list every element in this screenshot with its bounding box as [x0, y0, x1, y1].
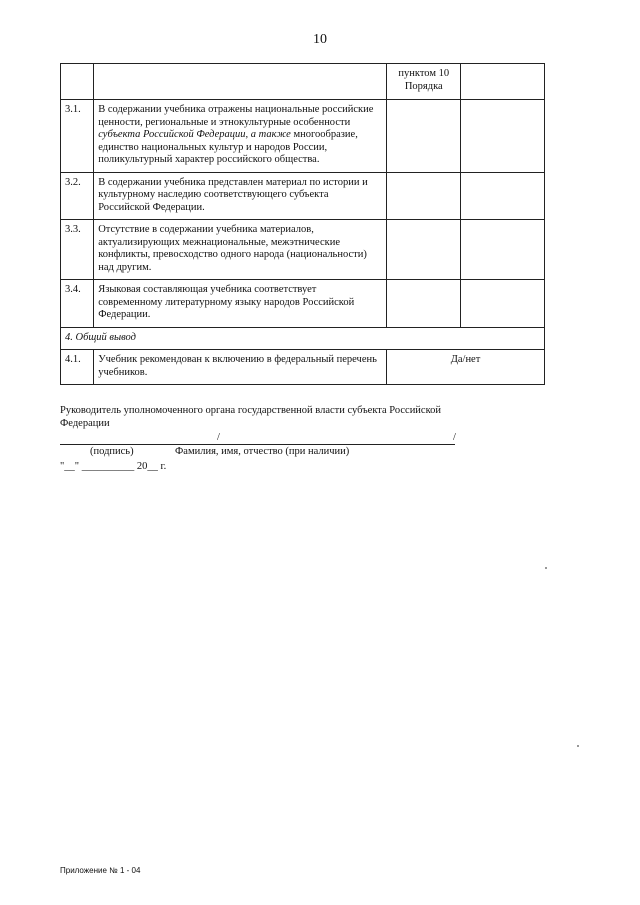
page-number: 10	[313, 32, 327, 47]
table-row	[61, 172, 545, 220]
signature-slash: /	[217, 432, 220, 443]
table-row	[61, 220, 545, 280]
row-cell-3[interactable]	[387, 172, 461, 220]
criterion-text: В содержании учебника отражены национальные российские ценности, региональные и этнокультурные особенности	[98, 104, 374, 128]
answer-cell[interactable]: Да/нет	[387, 350, 545, 385]
row-number: 3.3.	[61, 220, 94, 280]
table-row	[61, 100, 545, 173]
criterion-text-italic: субъекта Российской Федерации, а также	[98, 129, 291, 140]
caption-full-name: Фамилия, имя, отчество (при наличии)	[175, 446, 350, 457]
row-cell-3[interactable]	[387, 220, 461, 280]
row-criterion: Языковая составляющая учебника соответствует современному литературному языку народов Российской Федерации.	[94, 280, 387, 328]
row-cell-3[interactable]	[387, 280, 461, 328]
header-cell-num	[61, 64, 94, 100]
row-cell-4[interactable]	[461, 220, 545, 280]
table-header-row	[61, 64, 545, 100]
date-line[interactable]: "__" __________ 20__ г.	[60, 461, 167, 472]
row-cell-4[interactable]	[461, 100, 545, 173]
row-cell-3[interactable]	[387, 100, 461, 173]
evaluation-table	[60, 63, 545, 385]
row-criterion	[94, 100, 387, 173]
row-number: 3.2.	[61, 172, 94, 220]
scan-speck	[545, 567, 547, 569]
header-cell-point: пунктом 10 Порядка	[387, 64, 461, 100]
row-criterion: Учебник рекомендован к включению в федеральный перечень учебников.	[94, 350, 387, 385]
caption-signature: (подпись)	[90, 446, 134, 457]
criterion-text-tail: многообразие, единство национальных культур и народов России, поликультурный характер российского общества.	[98, 129, 358, 165]
signature-heading: Руководитель уполномоченного органа государственной власти субъекта Российской Федерации	[60, 405, 442, 429]
signature-block	[60, 405, 480, 474]
section-header-row	[61, 327, 545, 350]
signature-line[interactable]	[60, 432, 480, 446]
table-row	[61, 280, 545, 328]
row-number: 3.4.	[61, 280, 94, 328]
row-cell-4[interactable]	[461, 280, 545, 328]
row-number: 3.1.	[61, 100, 94, 173]
header-cell-empty	[461, 64, 545, 100]
signature-slash: /	[453, 432, 456, 443]
row-cell-4[interactable]	[461, 172, 545, 220]
section-title: 4. Общий вывод	[61, 327, 545, 350]
table-row	[61, 350, 545, 385]
row-number: 4.1.	[61, 350, 94, 385]
scan-speck	[577, 745, 579, 747]
header-cell-text	[94, 64, 387, 100]
appendix-footer: Приложение № 1 - 04	[60, 866, 141, 875]
signature-underline	[60, 444, 455, 445]
signature-captions	[60, 446, 480, 459]
row-criterion: В содержании учебника представлен материал по истории и культурному наследию соответствующего субъекта Российской Федерации.	[94, 172, 387, 220]
row-criterion: Отсутствие в содержании учебника материалов, актуализирующих межнациональные, межэтнические конфликты, превосходство одного народа (национальности) над другим.	[94, 220, 387, 280]
